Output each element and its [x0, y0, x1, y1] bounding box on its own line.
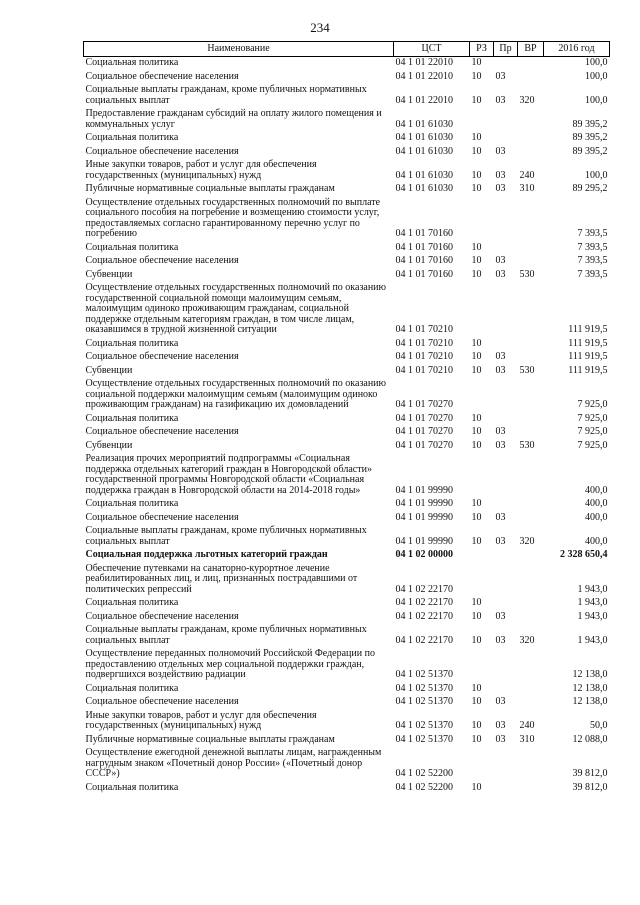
row-pr — [494, 57, 518, 71]
row-rz: 10 — [471, 511, 482, 523]
row-name: Субвенции — [85, 439, 133, 451]
row-cst: 04 1 01 61030 — [395, 183, 453, 194]
row-name: Осуществление ежегодной денежной выплаты лицам, награжденным нагрудным знаком «Почетный донор России» («Почетный донор СССР») — [85, 747, 382, 779]
row-sum: 1 943,0 — [577, 597, 608, 608]
row-cst: 04 1 02 22170 — [395, 634, 453, 646]
row-pr: 03 — [495, 634, 506, 646]
row-rz: 10 — [471, 597, 482, 608]
table-row — [84, 440, 610, 454]
row-cst: 04 1 02 22170 — [395, 583, 453, 595]
row-cst: 04 1 01 99990 — [395, 484, 453, 496]
row-pr: 03 — [495, 70, 506, 82]
row-rz: 10 — [471, 498, 482, 509]
row-sum: 100,0 — [585, 57, 608, 68]
row-vr — [518, 338, 544, 352]
row-name: Социальное обеспечение населения — [85, 255, 239, 266]
row-sum: 39 812,0 — [572, 781, 608, 793]
table-row — [84, 563, 610, 598]
row-rz: 10 — [471, 57, 482, 68]
row-rz: 10 — [471, 183, 482, 194]
row-rz: 10 — [471, 439, 482, 451]
row-cst: 04 1 01 99990 — [395, 498, 453, 509]
row-cst: 04 1 01 70160 — [395, 268, 453, 280]
row-name: Социальная политика — [85, 498, 179, 509]
row-name: Социальное обеспечение населения — [85, 70, 239, 82]
row-vr — [518, 71, 544, 85]
row-rz — [470, 648, 494, 683]
row-pr: 03 — [495, 169, 506, 181]
row-cst: 04 1 02 51370 — [395, 682, 453, 694]
row-rz — [470, 563, 494, 598]
row-rz: 10 — [471, 535, 482, 547]
row-sum: 7 925,0 — [577, 412, 608, 424]
row-name: Социальная политика — [85, 57, 179, 68]
row-name: Предоставление гражданам субсидий на оплату жилого помещения и коммунальных услуг — [85, 108, 382, 130]
row-rz: 10 — [471, 610, 482, 622]
row-sum: 111 919,5 — [568, 324, 608, 335]
row-vr: 320 — [519, 94, 535, 106]
row-sum: 1 943,0 — [577, 634, 608, 646]
row-vr — [518, 453, 544, 498]
row-cst: 04 1 01 70160 — [395, 255, 453, 266]
row-cst: 04 1 02 52200 — [395, 781, 453, 793]
table-row — [84, 269, 610, 283]
row-pr — [494, 782, 518, 796]
row-pr: 03 — [495, 733, 506, 745]
row-vr — [518, 146, 544, 160]
row-name: Социальная политика — [85, 132, 179, 143]
row-pr: 03 — [495, 720, 506, 731]
row-vr — [518, 197, 544, 242]
row-name: Реализация прочих мероприятий подпрограммы «Социальная поддержка отдельных категорий граждан в Новгородской области» государственной программы Новгородской области «Социальная поддержка граждан в Новгородской области на 2014-2018 годы» — [85, 453, 372, 496]
row-name: Субвенции — [85, 268, 133, 280]
row-vr — [518, 242, 544, 256]
row-cst: 04 1 01 61030 — [395, 118, 453, 130]
row-vr — [518, 57, 544, 71]
row-sum: 89 395,2 — [572, 118, 608, 130]
row-name: Социальное обеспечение населения — [85, 351, 239, 362]
row-cst: 04 1 02 51370 — [395, 733, 453, 745]
table-header — [84, 42, 610, 57]
row-rz: 10 — [471, 145, 482, 157]
row-pr: 03 — [495, 511, 506, 523]
row-vr: 310 — [519, 183, 535, 194]
row-name: Осуществление отдельных государственных полномочий по выплате социального пособия на погребение и возмещению стоимости услуг, предоставляемых согласно гарантированному перечню услуг по погребению — [85, 196, 381, 239]
row-vr — [518, 696, 544, 710]
row-name: Социальные выплаты гражданам, кроме публичных нормативных социальных выплат — [85, 525, 367, 547]
row-vr: 320 — [519, 535, 535, 547]
table-row — [84, 498, 610, 512]
row-sum: 111 919,5 — [568, 337, 608, 349]
row-sum: 7 925,0 — [577, 399, 608, 410]
table-row — [84, 611, 610, 625]
row-rz — [470, 549, 494, 563]
row-vr — [518, 611, 544, 625]
row-rz: 10 — [471, 268, 482, 280]
row-cst: 04 1 02 51370 — [395, 669, 453, 680]
row-sum: 89 295,2 — [572, 183, 608, 194]
row-cst: 04 1 02 22170 — [395, 610, 453, 622]
row-cst: 04 1 01 22010 — [395, 70, 453, 82]
table-row — [84, 696, 610, 710]
table-row — [84, 338, 610, 352]
row-sum: 50,0 — [590, 720, 608, 731]
row-sum: 400,0 — [585, 484, 608, 496]
row-pr — [494, 108, 518, 132]
table-row — [84, 159, 610, 183]
row-cst: 04 1 02 51370 — [395, 720, 453, 731]
row-name: Социальное обеспечение населения — [85, 426, 239, 437]
row-cst: 04 1 02 22170 — [395, 597, 453, 608]
row-vr — [518, 498, 544, 512]
row-rz: 10 — [471, 634, 482, 646]
table-row — [84, 197, 610, 242]
row-cst: 04 1 01 70210 — [395, 364, 453, 376]
row-name: Осуществление отдельных государственных полномочий по оказанию государственной социальной помощи малоимущим семьям, малоимущим одиноко проживающим гражданам, социальной поддержке отдельным категориям граждан, в том числе лицам, оказавшимся в трудной жизненной ситуации — [85, 282, 387, 335]
row-name: Социальная политика — [85, 412, 179, 424]
row-rz: 10 — [471, 255, 482, 266]
row-pr — [494, 453, 518, 498]
table-row — [84, 648, 610, 683]
row-vr: 310 — [519, 733, 535, 745]
row-sum: 400,0 — [585, 498, 608, 509]
table-row — [84, 132, 610, 146]
row-name: Осуществление отдельных государственных полномочий по оказанию социальной поддержки малоимущим семьям (малоимущим одиноко проживающим гражданам) на газификацию их домовладений — [85, 378, 387, 410]
row-pr — [494, 563, 518, 598]
row-cst: 04 1 01 99990 — [395, 511, 453, 523]
row-cst: 04 1 01 22010 — [395, 57, 453, 68]
row-sum: 1 943,0 — [577, 583, 608, 595]
row-cst: 04 1 01 70270 — [395, 412, 453, 424]
row-rz: 10 — [471, 696, 482, 707]
row-vr: 240 — [519, 169, 535, 181]
row-sum: 7 393,5 — [577, 228, 608, 239]
row-name: Социальная политика — [85, 337, 179, 349]
table-row — [84, 71, 610, 85]
row-rz: 10 — [471, 94, 482, 106]
row-cst: 04 1 02 00000 — [395, 549, 453, 560]
row-rz: 10 — [471, 132, 482, 143]
row-name: Социальное обеспечение населения — [85, 511, 239, 523]
row-vr — [518, 512, 544, 526]
row-vr — [518, 782, 544, 796]
table-row — [84, 453, 610, 498]
row-cst: 04 1 01 70270 — [395, 426, 453, 437]
row-sum: 1 943,0 — [577, 610, 608, 622]
row-vr: 530 — [519, 364, 535, 376]
row-rz — [470, 197, 494, 242]
table-row — [84, 710, 610, 734]
row-pr: 03 — [495, 696, 506, 707]
row-name: Субвенции — [85, 364, 133, 376]
row-sum: 12 138,0 — [572, 669, 608, 680]
row-sum: 111 919,5 — [568, 351, 608, 362]
row-sum: 12 138,0 — [572, 696, 608, 707]
row-vr — [518, 563, 544, 598]
row-name: Социальная политика — [85, 241, 179, 253]
table-row — [84, 512, 610, 526]
row-vr — [518, 282, 544, 338]
row-pr — [494, 683, 518, 697]
table-row — [84, 365, 610, 379]
row-vr — [518, 351, 544, 365]
row-pr — [494, 549, 518, 563]
row-name: Публичные нормативные социальные выплаты гражданам — [85, 733, 335, 745]
row-vr — [518, 747, 544, 782]
table-row — [84, 146, 610, 160]
row-sum: 7 925,0 — [577, 426, 608, 437]
row-pr: 03 — [495, 439, 506, 451]
row-name: Социальное обеспечение населения — [85, 696, 239, 707]
row-vr — [518, 648, 544, 683]
row-rz — [470, 378, 494, 413]
row-vr — [518, 132, 544, 146]
row-sum: 89 395,2 — [572, 145, 608, 157]
header-cst: ЦСТ — [394, 42, 470, 57]
row-rz: 10 — [471, 70, 482, 82]
row-cst: 04 1 01 61030 — [395, 132, 453, 143]
row-rz — [470, 282, 494, 338]
row-vr: 240 — [519, 720, 535, 731]
row-vr — [518, 549, 544, 563]
table-row — [84, 525, 610, 549]
row-sum: 100,0 — [585, 169, 608, 181]
row-cst: 04 1 01 70270 — [395, 439, 453, 451]
row-rz: 10 — [471, 682, 482, 694]
row-name: Социальные выплаты гражданам, кроме публичных нормативных социальных выплат — [85, 624, 367, 646]
row-vr — [518, 378, 544, 413]
row-name: Социальные выплаты гражданам, кроме публичных нормативных социальных выплат — [85, 84, 367, 106]
row-vr — [518, 108, 544, 132]
row-sum: 12 088,0 — [572, 733, 608, 745]
row-cst: 04 1 01 70160 — [395, 228, 453, 239]
row-rz: 10 — [471, 351, 482, 362]
row-cst: 04 1 01 61030 — [395, 145, 453, 157]
row-rz — [470, 108, 494, 132]
row-rz: 10 — [471, 169, 482, 181]
row-sum: 400,0 — [585, 535, 608, 547]
table-row — [84, 597, 610, 611]
row-pr: 03 — [495, 145, 506, 157]
row-cst: 04 1 01 99990 — [395, 535, 453, 547]
row-pr — [494, 747, 518, 782]
row-pr — [494, 197, 518, 242]
row-pr: 03 — [495, 255, 506, 266]
table-row — [84, 413, 610, 427]
row-pr — [494, 498, 518, 512]
row-vr: 530 — [519, 439, 535, 451]
row-sum: 100,0 — [585, 70, 608, 82]
row-cst: 04 1 02 51370 — [395, 696, 453, 707]
table-row — [84, 108, 610, 132]
row-rz: 10 — [471, 733, 482, 745]
header-rz: РЗ — [470, 42, 494, 57]
row-cst: 04 1 02 52200 — [395, 768, 453, 779]
table-row — [84, 351, 610, 365]
page-number: 234 — [310, 20, 330, 35]
row-name: Обеспечение путевками на санаторно-курортное лечение реабилитированных лиц, и лиц, признанных пострадавшими от политических репрессий — [85, 562, 358, 595]
row-vr — [518, 426, 544, 440]
row-sum: 12 138,0 — [572, 682, 608, 694]
table-row — [84, 549, 610, 563]
table-row — [84, 734, 610, 748]
row-rz: 10 — [471, 781, 482, 793]
row-cst: 04 1 01 70160 — [395, 241, 453, 253]
table-row — [84, 57, 610, 71]
row-sum: 7 925,0 — [577, 439, 608, 451]
row-sum: 7 393,5 — [577, 268, 608, 280]
row-name: Социальная политика — [85, 781, 179, 793]
table-row — [84, 782, 610, 796]
header-vr: ВР — [518, 42, 544, 57]
row-pr — [494, 378, 518, 413]
row-vr: 320 — [519, 634, 535, 646]
row-pr — [494, 282, 518, 338]
row-name: Осуществление переданных полномочий Российской Федерации по предоставлению отдельных мер социальной поддержки граждан, подвергшихся воздействию радиации — [85, 648, 375, 680]
row-pr: 03 — [495, 610, 506, 622]
table-row — [84, 378, 610, 413]
row-sum: 7 393,5 — [577, 255, 608, 266]
header-year: 2016 год — [544, 42, 610, 57]
row-pr: 03 — [495, 364, 506, 376]
row-cst: 04 1 01 70210 — [395, 337, 453, 349]
row-vr — [518, 413, 544, 427]
table-row — [84, 282, 610, 338]
row-sum: 39 812,0 — [572, 768, 608, 779]
row-rz: 10 — [471, 426, 482, 437]
table-row — [84, 426, 610, 440]
row-cst: 04 1 01 70210 — [395, 324, 453, 335]
row-rz: 10 — [471, 241, 482, 253]
table-row — [84, 255, 610, 269]
header-name: Наименование — [84, 42, 394, 57]
row-sum: 111 919,5 — [568, 364, 608, 376]
header-pr: Пр — [494, 42, 518, 57]
row-vr — [518, 683, 544, 697]
budget-table — [83, 41, 610, 795]
row-cst: 04 1 01 70270 — [395, 399, 453, 410]
row-cst: 04 1 01 70210 — [395, 351, 453, 362]
row-pr: 03 — [495, 268, 506, 280]
row-pr — [494, 648, 518, 683]
row-rz: 10 — [471, 720, 482, 731]
row-rz: 10 — [471, 364, 482, 376]
row-name: Иные закупки товаров, работ и услуг для обеспечения государственных (муниципальных) нужд — [85, 709, 317, 731]
row-sum: 89 395,2 — [572, 132, 608, 143]
row-vr — [518, 255, 544, 269]
row-sum: 2 328 650,4 — [560, 549, 608, 560]
row-rz: 10 — [471, 337, 482, 349]
row-pr — [494, 242, 518, 256]
row-vr — [518, 597, 544, 611]
table-row — [84, 624, 610, 648]
header-row — [84, 42, 610, 57]
row-pr — [494, 338, 518, 352]
row-pr: 03 — [495, 426, 506, 437]
row-rz — [470, 453, 494, 498]
table-row — [84, 84, 610, 108]
row-pr: 03 — [495, 94, 506, 106]
row-name: Социальная политика — [85, 682, 179, 694]
row-name: Социальное обеспечение населения — [85, 610, 239, 622]
row-pr — [494, 413, 518, 427]
row-cst: 04 1 01 61030 — [395, 169, 453, 181]
row-name: Социальная политика — [85, 597, 179, 608]
row-name: Публичные нормативные социальные выплаты гражданам — [85, 183, 335, 194]
row-pr: 03 — [495, 351, 506, 362]
row-name: Социальное обеспечение населения — [85, 145, 239, 157]
table-row — [84, 242, 610, 256]
table-row — [84, 183, 610, 197]
table-row — [84, 747, 610, 782]
row-name: Социальная поддержка льготных категорий граждан — [85, 549, 328, 560]
row-rz — [470, 747, 494, 782]
table-row — [84, 683, 610, 697]
row-pr: 03 — [495, 183, 506, 194]
row-pr — [494, 132, 518, 146]
row-name: Иные закупки товаров, работ и услуг для обеспечения государственных (муниципальных) нужд — [85, 159, 317, 181]
row-cst: 04 1 01 22010 — [395, 94, 453, 106]
row-vr: 530 — [519, 268, 535, 280]
row-pr: 03 — [495, 535, 506, 547]
table-body — [84, 57, 610, 796]
row-pr — [494, 597, 518, 611]
row-sum: 400,0 — [585, 511, 608, 523]
row-rz: 10 — [471, 412, 482, 424]
row-sum: 7 393,5 — [577, 241, 608, 253]
row-sum: 100,0 — [585, 94, 608, 106]
